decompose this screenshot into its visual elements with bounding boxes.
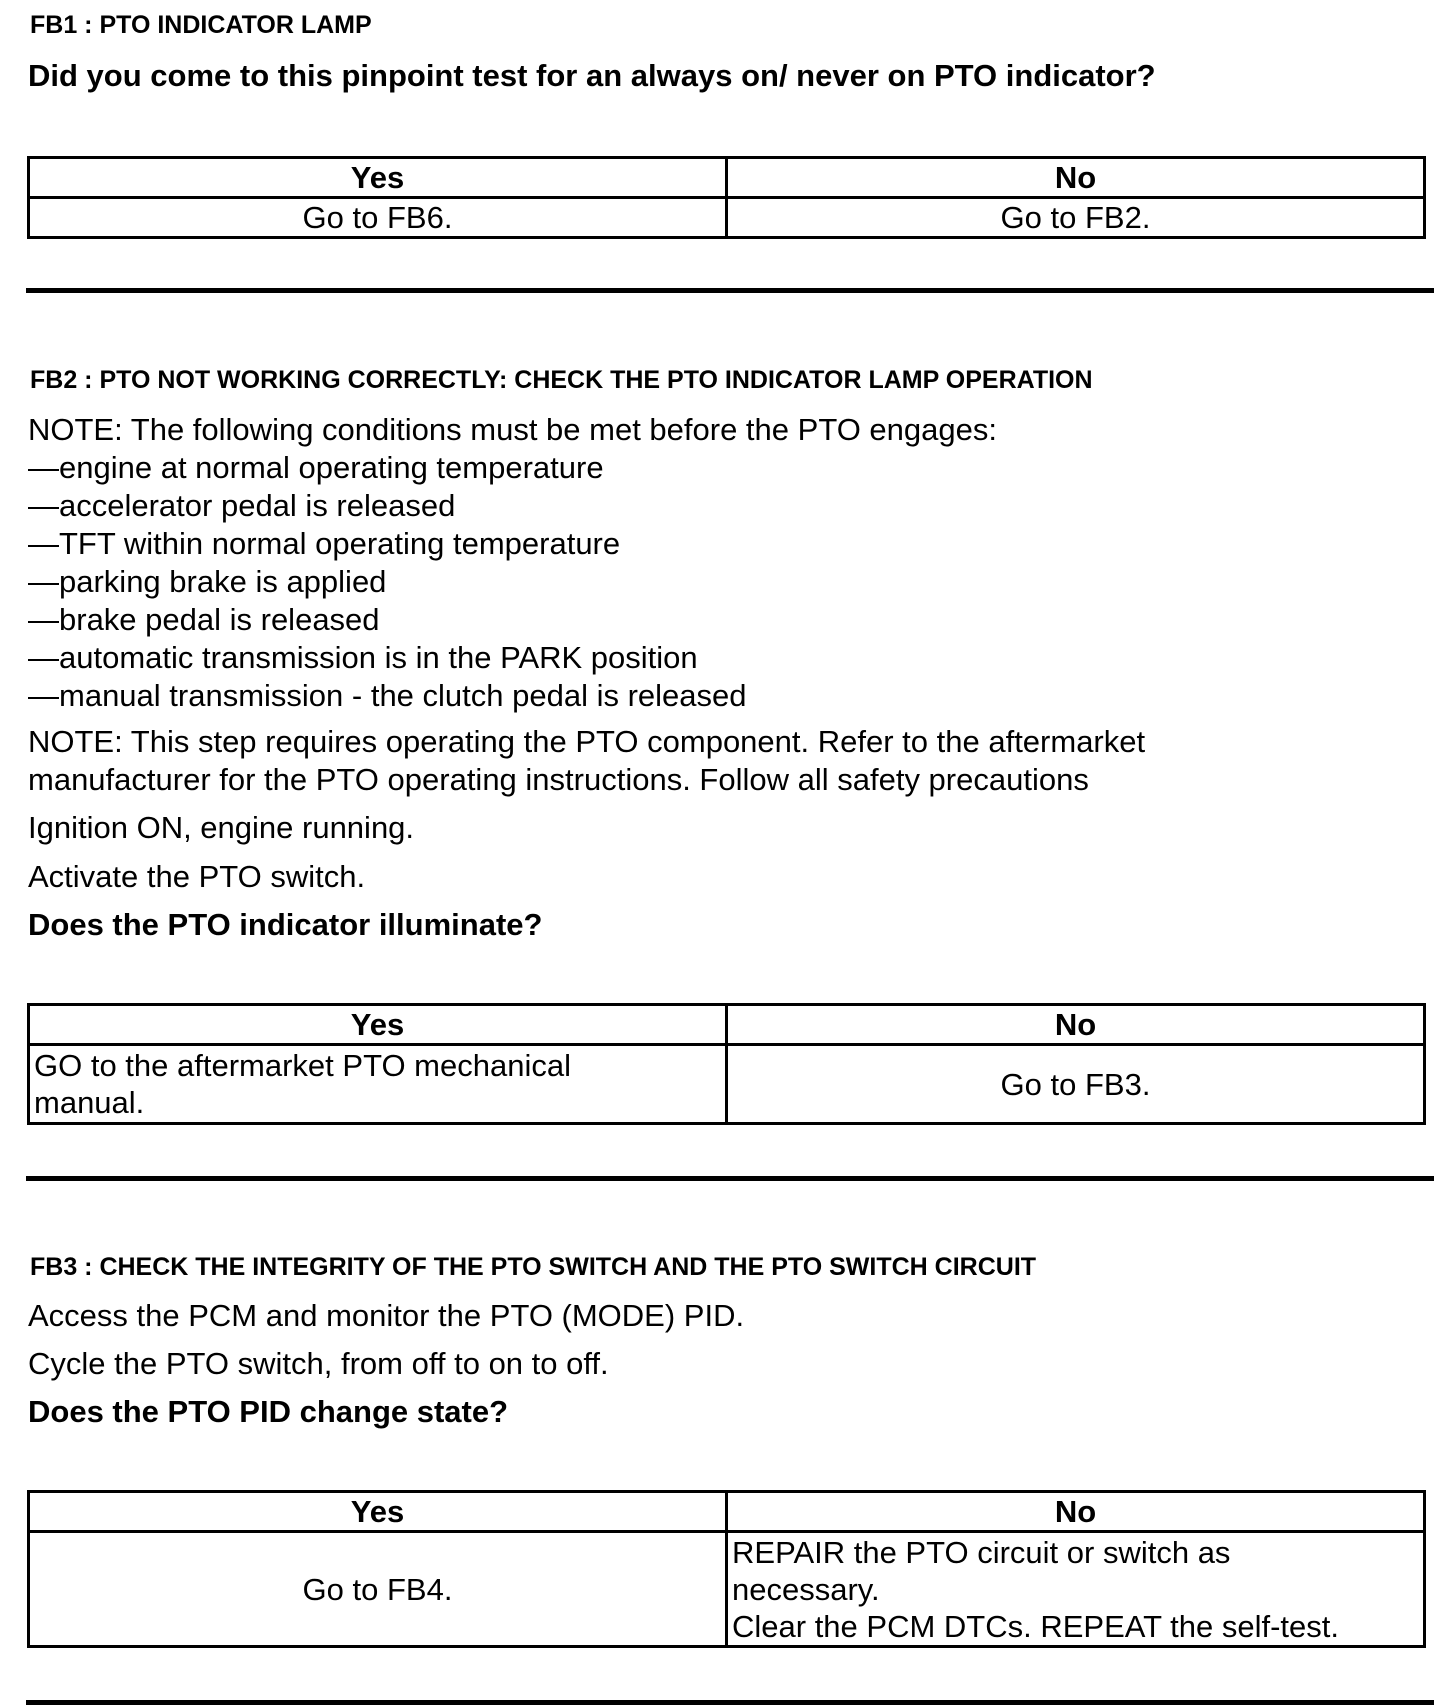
fb2-no-header: No — [727, 1005, 1425, 1045]
fb2-note1-intro: NOTE: The following conditions must be met before the PTO engages: — [28, 412, 997, 447]
fb3-yes-header: Yes — [29, 1492, 727, 1532]
fb2-yes-cell-line: GO to the aftermarket PTO mechanical — [34, 1048, 571, 1083]
fb1-no-header: No — [727, 158, 1425, 198]
fb2-condition: —brake pedal is released — [28, 602, 380, 637]
fb2-condition: —automatic transmission is in the PARK position — [28, 640, 698, 675]
fb1-question: Did you come to this pinpoint test for an always on/ never on PTO indicator? — [28, 58, 1156, 93]
fb2-condition: —accelerator pedal is released — [28, 488, 456, 523]
section-divider — [26, 1700, 1434, 1705]
section-divider — [26, 1176, 1434, 1181]
fb1-answer-table — [27, 156, 1426, 239]
fb1-no-cell: Go to FB2. — [727, 198, 1425, 238]
fb2-yes-header: Yes — [29, 1005, 727, 1045]
fb3-no-cell-line: necessary. — [732, 1571, 880, 1607]
fb2-yes-cell-line: manual. — [34, 1085, 145, 1120]
fb2-condition: —parking brake is applied — [28, 564, 387, 599]
fb3-heading: FB3 : CHECK THE INTEGRITY OF THE PTO SWITCH AND THE PTO SWITCH CIRCUIT — [30, 1253, 1037, 1281]
fb2-note2: NOTE: This step requires operating the PTO component. Refer to the aftermarket — [28, 724, 1146, 759]
fb3-step: Access the PCM and monitor the PTO (MODE) PID. — [28, 1298, 745, 1333]
fb2-step: Ignition ON, engine running. — [28, 810, 415, 845]
fb2-note2: manufacturer for the PTO operating instructions. Follow all safety precautions — [28, 762, 1089, 797]
fb2-step: Activate the PTO switch. — [28, 859, 366, 894]
fb3-no-cell — [727, 1532, 1425, 1647]
fb3-yes-cell: Go to FB4. — [29, 1532, 727, 1647]
section-divider — [26, 288, 1434, 293]
fb1-heading: FB1 : PTO INDICATOR LAMP — [30, 11, 372, 39]
fb2-answer-table — [27, 1003, 1426, 1125]
fb1-yes-cell: Go to FB6. — [29, 198, 727, 238]
fb2-question: Does the PTO indicator illuminate? — [28, 907, 543, 942]
fb1-yes-header: Yes — [29, 158, 727, 198]
fb2-condition: —engine at normal operating temperature — [28, 450, 604, 485]
fb2-no-cell: Go to FB3. — [727, 1045, 1425, 1124]
fb3-no-cell-line: REPAIR the PTO circuit or switch as — [732, 1534, 1231, 1570]
fb3-no-cell-line: Clear the PCM DTCs. REPEAT the self-test. — [732, 1608, 1339, 1644]
fb2-condition: —manual transmission - the clutch pedal is released — [28, 678, 747, 713]
fb3-question: Does the PTO PID change state? — [28, 1394, 509, 1429]
fb3-no-header: No — [727, 1492, 1425, 1532]
fb3-step: Cycle the PTO switch, from off to on to off. — [28, 1346, 609, 1381]
fb2-condition: —TFT within normal operating temperature — [28, 526, 621, 561]
fb2-yes-cell — [29, 1045, 727, 1124]
fb2-heading: FB2 : PTO NOT WORKING CORRECTLY: CHECK THE PTO INDICATOR LAMP OPERATION — [30, 366, 1093, 394]
fb3-answer-table — [27, 1490, 1426, 1648]
